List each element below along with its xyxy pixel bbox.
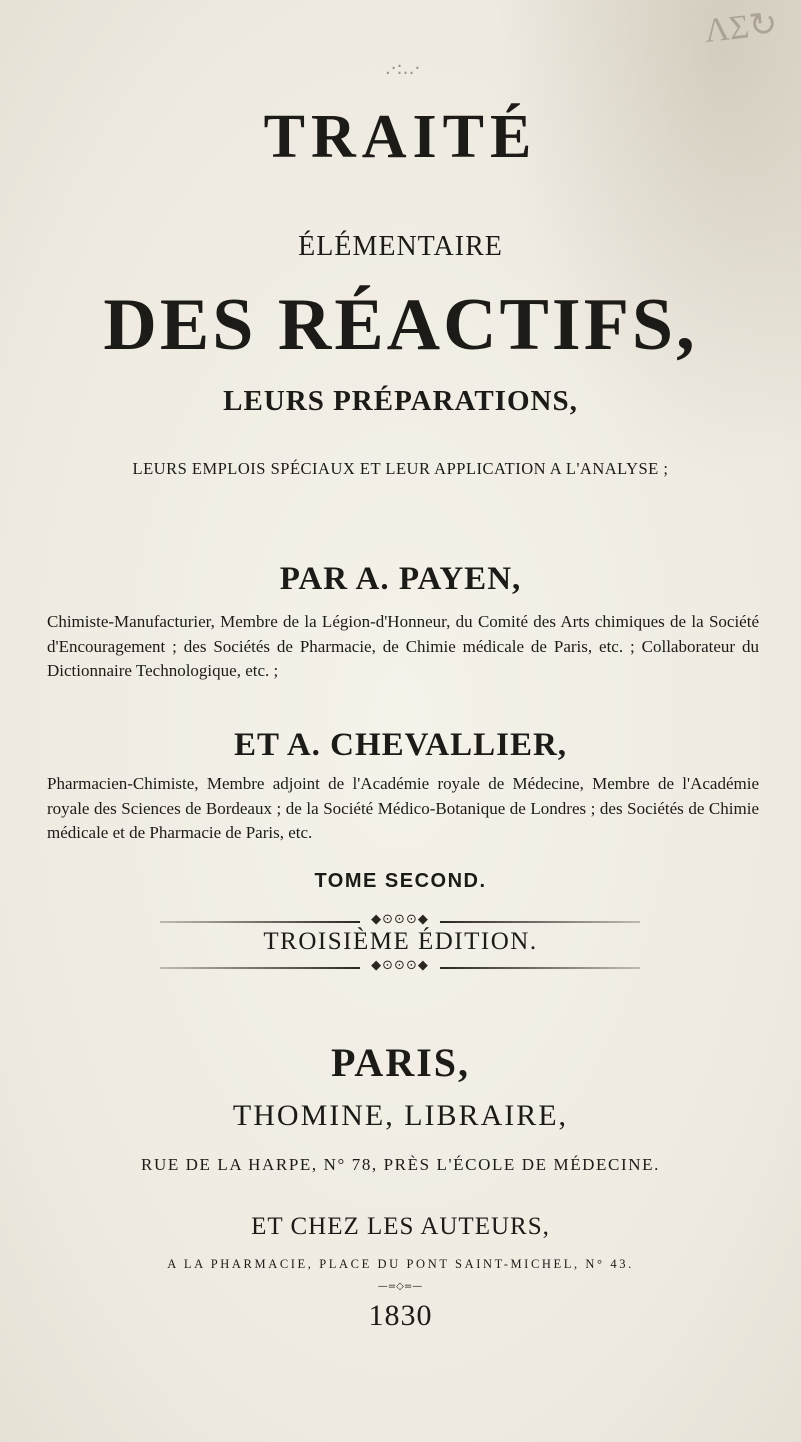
imprint-city: PARIS, bbox=[330, 1040, 471, 1085]
rule-bar-right bbox=[440, 921, 640, 923]
author-chevallier-credentials: Pharmacien-Chimiste, Membre adjoint de l'Académie royale de Médecine, Membre de l'Académie royale des Sciences de Bordeaux ; de la Société Médico-Botanique de Londres ; des Sociétés de Chimie médicale et de Pharmacie de Paris, etc. bbox=[47, 774, 759, 842]
rule-bar-right bbox=[440, 967, 640, 969]
also-at-label: ET CHEZ LES AUTEURS, bbox=[251, 1213, 550, 1240]
publication-year: 1830 bbox=[368, 1299, 433, 1332]
also-at-address: A LA PHARMACIE, PLACE DU PONT SAINT-MICHEL, N° 43. bbox=[167, 1257, 634, 1271]
rule-bar-left bbox=[160, 967, 360, 969]
uses-line: LEURS EMPLOIS SPÉCIAUX ET LEUR APPLICATION A L'ANALYSE ; bbox=[132, 459, 669, 478]
book-title: TRAITÉ bbox=[263, 103, 538, 171]
small-ornament-icon: —=◇=— bbox=[377, 1281, 423, 1292]
ink-smudge: .·:‥· bbox=[385, 58, 421, 79]
rule-bar-left bbox=[160, 921, 360, 923]
author-payen-credentials: Chimiste-Manufacturier, Membre de la Légion-d'Honneur, du Comité des Arts chimiques de la Société d'Encouragement ; des Sociétés de Pharmacie, de Chimie médicale de Paris, etc. ; Collaborateur du Dictionnaire Technologique, etc. ; bbox=[47, 612, 759, 680]
library-stamp: ɅΣ↻ bbox=[702, 5, 780, 50]
author-payen: PAR A. PAYEN, bbox=[279, 561, 522, 597]
edition-label: TROISIÈME ÉDITION. bbox=[263, 928, 538, 955]
imprint-address: RUE DE LA HARPE, N° 78, PRÈS L'ÉCOLE DE MÉDECINE. bbox=[141, 1155, 660, 1174]
main-title: DES RÉACTIFS, bbox=[103, 284, 698, 366]
volume-label: TOME SECOND. bbox=[314, 870, 487, 892]
imprint-publisher: THOMINE, LIBRAIRE, bbox=[232, 1099, 569, 1132]
rule-ornament-icon: ◆⊙⊙⊙◆ bbox=[371, 912, 429, 927]
author-chevallier: ET A. CHEVALLIER, bbox=[233, 727, 568, 763]
preparations-heading: LEURS PRÉPARATIONS, bbox=[223, 385, 578, 417]
rule-ornament-icon: ◆⊙⊙⊙◆ bbox=[371, 958, 429, 973]
ornamental-rule-bottom bbox=[160, 958, 640, 975]
book-subtitle: ÉLÉMENTAIRE bbox=[298, 231, 503, 262]
